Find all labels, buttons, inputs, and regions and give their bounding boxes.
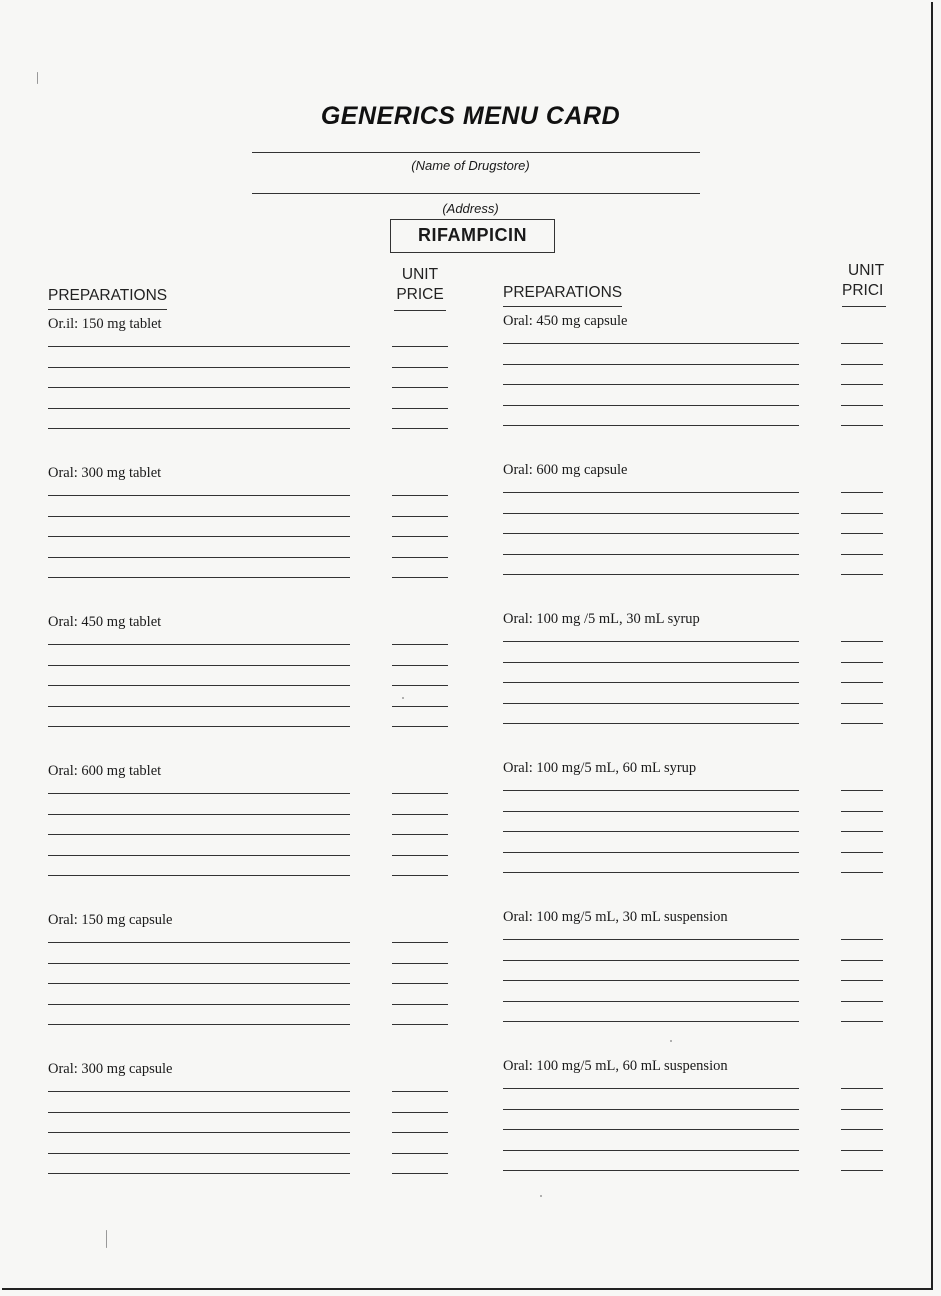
scan-speck bbox=[37, 72, 38, 84]
unit-price-blank-line[interactable] bbox=[392, 875, 448, 876]
entry-row bbox=[48, 545, 448, 566]
entry-row bbox=[48, 673, 448, 694]
preparation-blank-line[interactable] bbox=[503, 790, 799, 791]
preparation-blank-line[interactable] bbox=[503, 960, 799, 961]
entry-row bbox=[48, 504, 448, 525]
preparation-blank-line[interactable] bbox=[503, 343, 799, 344]
drugstore-name-line bbox=[252, 152, 700, 153]
unit-price-blank-line[interactable] bbox=[392, 793, 448, 794]
preparation-blank-line[interactable] bbox=[503, 1088, 799, 1089]
unit-price-blank-line[interactable] bbox=[841, 723, 883, 724]
unit-price-blank-line[interactable] bbox=[392, 855, 448, 856]
entry-row bbox=[48, 396, 448, 417]
preparation-blank-line[interactable] bbox=[48, 536, 350, 537]
unit-price-blank-line[interactable] bbox=[392, 644, 448, 645]
unit-price-blank-line[interactable] bbox=[841, 574, 883, 575]
preparation-blank-line[interactable] bbox=[503, 384, 799, 385]
preparation-label: Oral: 600 mg tablet bbox=[48, 763, 162, 779]
entry-row bbox=[48, 992, 448, 1013]
entry-row bbox=[48, 355, 448, 376]
preparation-blank-line[interactable] bbox=[503, 872, 799, 873]
unit-price-blank-line[interactable] bbox=[392, 963, 448, 964]
unit-price-blank-line[interactable] bbox=[841, 811, 883, 812]
unit-price-blank-line[interactable] bbox=[392, 1132, 448, 1133]
unit-price-blank-line[interactable] bbox=[841, 343, 883, 344]
preparation-blank-line[interactable] bbox=[503, 492, 799, 493]
preparation-section bbox=[503, 311, 903, 434]
unit-price-blank-line[interactable] bbox=[392, 1173, 448, 1174]
unit-price-blank-line[interactable] bbox=[841, 1109, 883, 1110]
preparation-blank-line[interactable] bbox=[503, 1021, 799, 1022]
preparation-section bbox=[48, 612, 448, 735]
unit-price-blank-line[interactable] bbox=[392, 706, 448, 707]
drug-name-box: RIFAMPICIN bbox=[390, 219, 555, 253]
preparation-blank-line[interactable] bbox=[503, 1129, 799, 1130]
unit-price-blank-line[interactable] bbox=[841, 960, 883, 961]
unit-price-blank-line[interactable] bbox=[392, 983, 448, 984]
entry-row bbox=[48, 565, 448, 586]
entry-row bbox=[48, 802, 448, 823]
preparation-blank-line[interactable] bbox=[48, 1024, 350, 1025]
preparation-section bbox=[48, 463, 448, 586]
entry-row bbox=[48, 416, 448, 437]
preparation-label: Oral: 600 mg capsule bbox=[503, 462, 628, 478]
preparation-blank-line[interactable] bbox=[48, 814, 350, 815]
unit-price-blank-line[interactable] bbox=[392, 834, 448, 835]
preparation-section bbox=[48, 910, 448, 1033]
preparation-blank-line[interactable] bbox=[48, 1091, 350, 1092]
entry-row bbox=[503, 670, 903, 691]
unit-price-blank-line[interactable] bbox=[841, 790, 883, 791]
unit-price-blank-line[interactable] bbox=[392, 387, 448, 388]
entry-row bbox=[503, 927, 903, 948]
entry-row bbox=[503, 331, 903, 352]
entry-row bbox=[503, 691, 903, 712]
entry-row bbox=[503, 1076, 903, 1097]
unit-price-blank-line[interactable] bbox=[392, 346, 448, 347]
entry-row bbox=[48, 971, 448, 992]
preparation-label: Oral: 450 mg tablet bbox=[48, 614, 162, 630]
right-price-label: PRICI bbox=[842, 282, 884, 299]
entry-row bbox=[48, 843, 448, 864]
preparation-blank-line[interactable] bbox=[503, 1001, 799, 1002]
left-unit-price-header bbox=[394, 265, 446, 311]
unit-price-blank-line[interactable] bbox=[392, 1153, 448, 1154]
preparation-section bbox=[48, 1059, 448, 1182]
preparation-label: Oral: 100 mg/5 mL, 60 mL syrup bbox=[503, 760, 697, 776]
unit-price-blank-line[interactable] bbox=[841, 1001, 883, 1002]
preparation-blank-line[interactable] bbox=[503, 939, 799, 940]
entry-row bbox=[503, 840, 903, 861]
unit-price-blank-line[interactable] bbox=[392, 557, 448, 558]
entry-row bbox=[503, 562, 903, 583]
unit-price-blank-line[interactable] bbox=[841, 682, 883, 683]
preparation-section bbox=[48, 761, 448, 884]
entry-row bbox=[503, 1097, 903, 1118]
unit-price-blank-line[interactable] bbox=[392, 408, 448, 409]
entry-row bbox=[503, 799, 903, 820]
preparation-blank-line[interactable] bbox=[503, 364, 799, 365]
preparation-blank-line[interactable] bbox=[48, 367, 350, 368]
entry-row bbox=[48, 1012, 448, 1033]
unit-price-blank-line[interactable] bbox=[392, 1112, 448, 1113]
preparation-blank-line[interactable] bbox=[48, 834, 350, 835]
preparation-blank-line[interactable] bbox=[48, 706, 350, 707]
unit-price-blank-line[interactable] bbox=[841, 364, 883, 365]
preparation-blank-line[interactable] bbox=[48, 408, 350, 409]
right-unit-price-header bbox=[842, 261, 886, 307]
unit-price-blank-line[interactable] bbox=[841, 1021, 883, 1022]
preparation-blank-line[interactable] bbox=[48, 577, 350, 578]
preparation-section bbox=[503, 609, 903, 732]
entry-row bbox=[48, 334, 448, 355]
entry-row bbox=[48, 1100, 448, 1121]
preparation-blank-line[interactable] bbox=[48, 557, 350, 558]
preparation-blank-line[interactable] bbox=[48, 1173, 350, 1174]
entry-row bbox=[503, 1117, 903, 1138]
preparation-blank-line[interactable] bbox=[48, 346, 350, 347]
entry-row bbox=[48, 483, 448, 504]
entry-row bbox=[48, 863, 448, 884]
entry-row bbox=[503, 650, 903, 671]
unit-price-blank-line[interactable] bbox=[841, 425, 883, 426]
preparation-blank-line[interactable] bbox=[48, 516, 350, 517]
address-line bbox=[252, 193, 700, 194]
preparation-blank-line[interactable] bbox=[503, 811, 799, 812]
entry-row bbox=[503, 711, 903, 732]
preparation-blank-line[interactable] bbox=[48, 1153, 350, 1154]
entry-row bbox=[48, 1120, 448, 1141]
preparation-blank-line[interactable] bbox=[48, 983, 350, 984]
preparation-blank-line[interactable] bbox=[503, 1109, 799, 1110]
entry-row bbox=[503, 352, 903, 373]
entry-row bbox=[48, 1141, 448, 1162]
preparation-blank-line[interactable] bbox=[48, 963, 350, 964]
entry-row bbox=[503, 778, 903, 799]
unit-price-blank-line[interactable] bbox=[392, 428, 448, 429]
unit-price-blank-line[interactable] bbox=[841, 831, 883, 832]
preparation-blank-line[interactable] bbox=[503, 574, 799, 575]
unit-price-blank-line[interactable] bbox=[841, 703, 883, 704]
unit-price-blank-line[interactable] bbox=[392, 367, 448, 368]
entry-row bbox=[503, 501, 903, 522]
unit-price-blank-line[interactable] bbox=[841, 1170, 883, 1171]
entry-row bbox=[48, 1079, 448, 1100]
unit-price-blank-line[interactable] bbox=[841, 513, 883, 514]
preparation-blank-line[interactable] bbox=[503, 662, 799, 663]
preparation-blank-line[interactable] bbox=[503, 1150, 799, 1151]
scan-speck bbox=[540, 1195, 542, 1197]
entry-row bbox=[48, 375, 448, 396]
preparation-blank-line[interactable] bbox=[48, 942, 350, 943]
left-price-label: PRICE bbox=[396, 286, 444, 303]
entry-row bbox=[48, 694, 448, 715]
right-preparations-header: PREPARATIONS bbox=[503, 284, 622, 307]
entry-row bbox=[503, 989, 903, 1010]
entry-row bbox=[503, 1138, 903, 1159]
right-unit-label: UNIT bbox=[848, 262, 885, 279]
entry-row bbox=[503, 372, 903, 393]
preparation-blank-line[interactable] bbox=[503, 641, 799, 642]
preparation-label: Or.il: 150 mg tablet bbox=[48, 316, 162, 332]
left-preparations-header: PREPARATIONS bbox=[48, 287, 167, 310]
preparation-blank-line[interactable] bbox=[503, 980, 799, 981]
entry-row bbox=[48, 822, 448, 843]
unit-price-blank-line[interactable] bbox=[841, 1088, 883, 1089]
unit-price-blank-line[interactable] bbox=[841, 852, 883, 853]
preparation-blank-line[interactable] bbox=[503, 831, 799, 832]
unit-price-blank-line[interactable] bbox=[841, 641, 883, 642]
unit-price-blank-line[interactable] bbox=[841, 384, 883, 385]
preparation-label: Oral: 300 mg capsule bbox=[48, 1061, 173, 1077]
entry-row bbox=[503, 629, 903, 650]
unit-price-blank-line[interactable] bbox=[392, 516, 448, 517]
unit-price-blank-line[interactable] bbox=[841, 939, 883, 940]
entry-row bbox=[503, 948, 903, 969]
entry-row bbox=[503, 819, 903, 840]
preparation-blank-line[interactable] bbox=[503, 852, 799, 853]
unit-price-blank-line[interactable] bbox=[392, 814, 448, 815]
preparation-blank-line[interactable] bbox=[503, 425, 799, 426]
preparation-blank-line[interactable] bbox=[48, 387, 350, 388]
entry-row bbox=[48, 714, 448, 735]
unit-price-blank-line[interactable] bbox=[392, 1024, 448, 1025]
entry-row bbox=[48, 632, 448, 653]
preparation-section bbox=[503, 907, 903, 1030]
preparation-blank-line[interactable] bbox=[48, 1132, 350, 1133]
scan-speck bbox=[106, 1230, 107, 1248]
preparation-blank-line[interactable] bbox=[48, 665, 350, 666]
entry-row bbox=[503, 521, 903, 542]
entry-row bbox=[48, 653, 448, 674]
entry-row bbox=[503, 413, 903, 434]
preparation-blank-line[interactable] bbox=[48, 685, 350, 686]
preparation-blank-line[interactable] bbox=[48, 1112, 350, 1113]
preparation-section bbox=[503, 758, 903, 881]
preparation-blank-line[interactable] bbox=[503, 682, 799, 683]
unit-price-blank-line[interactable] bbox=[392, 495, 448, 496]
unit-price-blank-line[interactable] bbox=[392, 665, 448, 666]
preparation-label: Oral: 100 mg/5 mL, 30 mL suspension bbox=[503, 909, 728, 925]
preparation-blank-line[interactable] bbox=[503, 533, 799, 534]
unit-price-blank-line[interactable] bbox=[841, 662, 883, 663]
preparation-blank-line[interactable] bbox=[503, 405, 799, 406]
preparation-section bbox=[503, 1056, 903, 1179]
preparation-blank-line[interactable] bbox=[48, 428, 350, 429]
entry-row bbox=[48, 930, 448, 951]
preparation-section bbox=[503, 460, 903, 583]
unit-price-blank-line[interactable] bbox=[841, 554, 883, 555]
scan-speck bbox=[670, 1040, 672, 1042]
preparation-label: Oral: 100 mg/5 mL, 60 mL suspension bbox=[503, 1058, 728, 1074]
unit-price-blank-line[interactable] bbox=[841, 980, 883, 981]
preparation-blank-line[interactable] bbox=[503, 723, 799, 724]
entry-row bbox=[48, 951, 448, 972]
preparation-blank-line[interactable] bbox=[48, 644, 350, 645]
unit-price-blank-line[interactable] bbox=[392, 536, 448, 537]
unit-price-blank-line[interactable] bbox=[841, 1150, 883, 1151]
preparation-label: Oral: 300 mg tablet bbox=[48, 465, 162, 481]
unit-price-blank-line[interactable] bbox=[841, 492, 883, 493]
preparation-section bbox=[48, 314, 448, 437]
unit-price-blank-line[interactable] bbox=[841, 533, 883, 534]
entry-row bbox=[503, 1158, 903, 1179]
scan-speck bbox=[402, 697, 404, 699]
drugstore-caption: (Name of Drugstore) bbox=[411, 158, 530, 173]
unit-price-blank-line[interactable] bbox=[841, 1129, 883, 1130]
unit-price-blank-line[interactable] bbox=[841, 872, 883, 873]
preparation-blank-line[interactable] bbox=[503, 1170, 799, 1171]
entry-row bbox=[503, 1009, 903, 1030]
address-caption: (Address) bbox=[442, 201, 499, 216]
unit-price-blank-line[interactable] bbox=[392, 685, 448, 686]
entry-row bbox=[48, 524, 448, 545]
entry-row bbox=[48, 1161, 448, 1182]
preparation-blank-line[interactable] bbox=[48, 726, 350, 727]
entry-row bbox=[503, 542, 903, 563]
preparation-blank-line[interactable] bbox=[48, 793, 350, 794]
unit-price-blank-line[interactable] bbox=[392, 942, 448, 943]
preparation-blank-line[interactable] bbox=[48, 1004, 350, 1005]
unit-price-blank-line[interactable] bbox=[392, 1091, 448, 1092]
unit-price-blank-line[interactable] bbox=[841, 405, 883, 406]
entry-row bbox=[503, 393, 903, 414]
preparation-blank-line[interactable] bbox=[48, 495, 350, 496]
unit-price-blank-line[interactable] bbox=[392, 577, 448, 578]
unit-price-blank-line[interactable] bbox=[392, 726, 448, 727]
entry-row bbox=[503, 480, 903, 501]
entry-row bbox=[48, 781, 448, 802]
entry-row bbox=[503, 860, 903, 881]
unit-price-blank-line[interactable] bbox=[392, 1004, 448, 1005]
preparation-blank-line[interactable] bbox=[48, 855, 350, 856]
preparation-blank-line[interactable] bbox=[503, 703, 799, 704]
left-unit-label: UNIT bbox=[401, 266, 439, 283]
preparation-label: Oral: 100 mg /5 mL, 30 mL syrup bbox=[503, 611, 700, 627]
page-title: GENERICS MENU CARD bbox=[320, 102, 621, 130]
preparation-blank-line[interactable] bbox=[503, 554, 799, 555]
entry-row bbox=[503, 968, 903, 989]
preparation-label: Oral: 150 mg capsule bbox=[48, 912, 173, 928]
preparation-blank-line[interactable] bbox=[503, 513, 799, 514]
preparation-label: Oral: 450 mg capsule bbox=[503, 313, 628, 329]
preparation-blank-line[interactable] bbox=[48, 875, 350, 876]
